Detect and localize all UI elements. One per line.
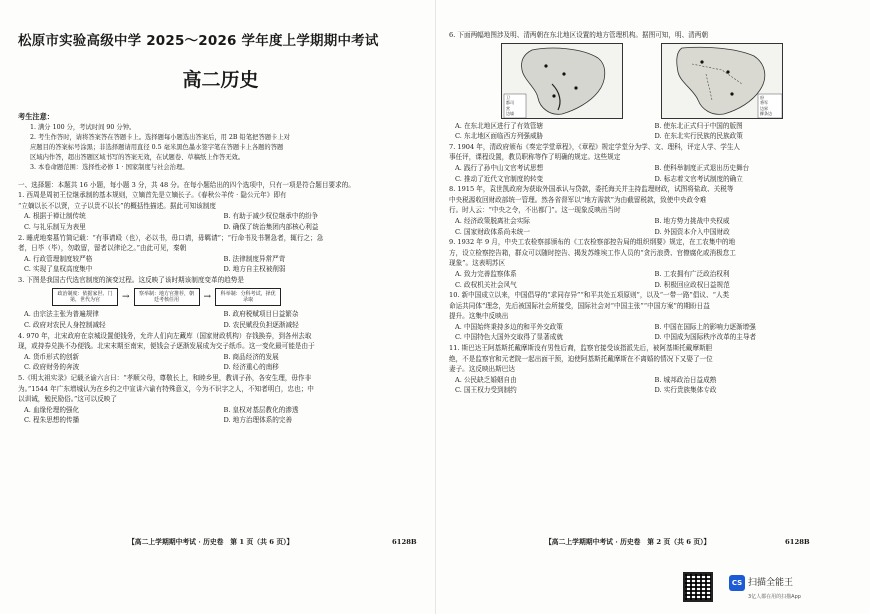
option-a: A. 经济政策脱离社会实际: [455, 216, 530, 225]
question-line: 中央税源收回财政部统一管理。然各省督军以“地方需款”为由截留税款，致使中央政令难: [449, 195, 707, 204]
question-10: [449, 290, 854, 343]
question-line: 命运共同体”理念，先后被国际社会所接受，国际社会对“中国主张”“中国方案”的期盼日益: [449, 301, 710, 310]
option-c: C. 政府对农民人身控制减轻: [24, 320, 106, 329]
option-b: B. 使东北正式归于中国的版图: [654, 121, 743, 130]
note-line: 区域内作答，超出答题区域书写的答案无效，在试题卷、草稿纸上作答无效。: [30, 154, 245, 162]
question-line: 事任评，课程设置，教员职称等作了明确的规定。这些规定: [449, 153, 621, 162]
map-legend-item: 边墙: [506, 111, 514, 117]
note-line: 1. 满分 100 分，考试时间 90 分钟。: [30, 123, 136, 131]
option-d: D. 经济重心的南移: [223, 363, 279, 372]
question-line: 11. 斯巴达王阿基斯托戴摩斯没有男性后裔，监察官接受该指派先后，被阿基斯托戴摩斯胆: [449, 344, 713, 353]
question-line: 现，或持券兑换不办便钱。北宋末期至南宋，便钱会子逐渐发展成为交子纸币。这一变化最可能是由于: [18, 342, 315, 351]
qr-code-icon: [683, 572, 713, 602]
option-d: D. 标志着文官考试制度的确立: [654, 174, 743, 183]
option-d: D. 确保了统治集团内部核心利益: [223, 222, 319, 231]
option-c: C. 政权机关社会风气: [455, 280, 517, 289]
option-b: B. 城邦政治日益成熟: [654, 375, 717, 384]
notes-title: 考生注意：: [18, 112, 54, 121]
question-8: [449, 184, 854, 237]
arrow-right-icon: →: [203, 291, 212, 302]
option-b: B. 法律制度异常严苛: [223, 254, 286, 263]
question-line: 1. 西周是周初王位继承制的基本规则，立嫡首先是立嫡长子。《春秋公羊传 · 隐公元年》即有: [18, 191, 287, 200]
option-a: A. 根据于禅让制传统: [24, 212, 86, 221]
option-b: B. 使科举制度正式退出历史舞台: [654, 163, 750, 172]
map-legend-item: 边界: [760, 105, 768, 111]
qing-northeast-map: [661, 43, 783, 119]
option-d: D. 地方治理体系的完善: [223, 416, 293, 425]
option-a: A. 货币形式的创新: [24, 352, 80, 361]
question-line: 4. 970 年，北宋政府在京城设置便钱务，允许人们向左藏库（国家财政机构）存钱换券，到各州去取: [18, 331, 312, 340]
question-line: 7. 1904 年，清政府颁布《奏定学堂章程》，《章程》规定学堂分为学、文、理科，评定人学、学生人: [449, 142, 741, 151]
option-b: B. 皇权对基层教化的渗透: [223, 405, 299, 414]
question-line: 行。时人云：“中央之令，不出都门”。这一现象反映出当时: [449, 206, 621, 215]
selection-flow-diagram: [18, 288, 423, 307]
map-pair: [449, 43, 854, 119]
footer-code: 6128B: [392, 538, 417, 546]
option-a: A. 在东北地区进行了有效管辖: [455, 121, 544, 130]
question-4: [18, 331, 423, 373]
map-legend-item: 柳条边: [760, 111, 772, 117]
option-a: A. 公民缺乏婚姻自由: [455, 375, 517, 384]
question-line: 10. 新中国成立以来，中国倡导的“求同存异”“和平共处五项原则”，以及“一带一路”倡议、“人类: [449, 291, 730, 300]
option-c: C. 国家财政体系尚未统一: [455, 227, 530, 236]
note-line: 应题目的答案标号涂黑；非选择题请用直径 0.5 毫米黑色墨水签字笔在答题卡上各题的答题: [30, 144, 284, 151]
question-line: 现象”。这表明苏区: [449, 259, 506, 268]
option-d: D. 农民赋役负担逐渐减轻: [223, 320, 299, 329]
question-11: [449, 343, 854, 396]
question-line: 以训诫，勉民励俗。”这可以反映了: [18, 395, 117, 404]
option-c: C. 程朱思想的传播: [24, 416, 80, 425]
section-heading: 一、选择题：本题共 16 小题，每小题 3 分，共 48 分。在每小题给出的四个选项中，只有一项是符合题目要求的。: [18, 180, 355, 189]
map-legend-item: 府: [760, 94, 764, 100]
option-d: D. 在东北实行民族的民族政策: [654, 132, 743, 141]
question-line: 2. 睡虎地秦墓竹简记载：“有事请殴（也），必以书，毋口请，毋羁请”；“行命书及书署急者，辄行之；急: [18, 233, 324, 242]
question-line: “立嫡以长不以贤，立子以贵不以长”的概括性描述。据此可知该制度: [18, 201, 216, 210]
question-2: [18, 233, 423, 275]
option-a: A. 致力完善监察体系: [455, 269, 517, 278]
option-b: B. 地方势力挑战中央权威: [654, 216, 730, 225]
footer-page-info: 【高二上学期期中考试 · 历史卷 第 2 页（共 6 页）】: [545, 538, 711, 546]
question-1: [18, 190, 423, 232]
note-line: 2. 考生作答时，请将答案答在答题卡上。选择题每小题选出答案后，用 2B 铅笔把答题卡上对: [30, 133, 290, 141]
question-line: 绝，不是监察官和元老院一起出面干预，迫使阿基斯托戴摩斯在不离婚的情况下又娶了一位: [449, 354, 713, 363]
question-line: 5.《明太祖实录》记载圣谕六言曰：“孝顺父母，尊敬长上，和睦乡里，教训子孙，各安生理，毋作非: [18, 373, 312, 382]
flow-step-2: 察举制：地方官推荐，朝廷考核任用: [134, 288, 200, 307]
option-d: D. 外国资本介入中国财政: [654, 227, 730, 236]
question-3: [18, 275, 423, 331]
option-c: C. 与礼乐制互为表里: [24, 222, 86, 231]
option-b: B. 有助于减少权位继承中的纷争: [223, 212, 319, 221]
map-legend-item: 卫: [506, 94, 510, 100]
option-d: D. 地方自主权被削弱: [223, 265, 286, 274]
option-c: C. 政府财务的奔波: [24, 363, 80, 372]
option-c: C. 实现了皇权高度集中: [24, 265, 93, 274]
option-d: D. 实行贵族集体专政: [654, 386, 717, 395]
camscanner-logo: CS: [729, 575, 745, 591]
ming-northeast-map: [501, 43, 623, 119]
flow-step-1: 政治制度：依据家世、门第，世代为官: [52, 288, 118, 307]
option-a: A. 中国始终秉持多边的和平外交政策: [455, 322, 563, 331]
option-c: C. 东北地区面临西方列强威胁: [455, 132, 544, 141]
flow-step-3: 科举制：分科考试，择优录取: [215, 288, 281, 307]
option-c: C. 国王权力受到制约: [455, 386, 517, 395]
question-line: 6. 下面两幅地图涉及明、清两朝在东北地区设置的地方管理机构。据图可知，明、清两朝: [449, 31, 708, 39]
question-line: 8. 1915 年，袁世凯政府为获取外国承认与贷款，委托海关并主持监理财政，试图将盐政、关税等: [449, 185, 734, 194]
footer-code: 6128B: [785, 538, 810, 546]
option-c: C. 推动了近代文官制度的转变: [455, 174, 544, 183]
scanner-tagline: 3亿人都在用的扫描App: [748, 594, 801, 600]
option-d: D. 中国成为国际秩序改革的主导者: [654, 333, 757, 342]
arrow-right-icon: →: [122, 291, 130, 302]
footer-page-info: 【高二上学期期中考试 · 历史卷 第 1 页（共 6 页）】: [128, 538, 294, 546]
option-c: C. 中国特色大国外交取得了显著成就: [455, 333, 563, 342]
option-a: A. 血缘伦理的强化: [24, 405, 80, 414]
question-line: 方，设立检察控告箱，群众可以随时控告、揭发苏维埃工作人员的“贪污浪费、官僚腐化或消极怠工: [449, 248, 736, 257]
question-line: 为。”1544 年广东增城认为在乡约之中宣讲六谕有特殊意义，今为不识字之人，不知者明白，忠也；中: [18, 384, 314, 393]
question-9: [449, 237, 854, 290]
option-a: A. 践行了孙中山文官考试思想: [455, 163, 544, 172]
question-5: [18, 373, 423, 426]
map-legend-item: 都司: [506, 100, 514, 106]
map-legend-item: 将军: [760, 100, 768, 106]
subject-title: 高二历史: [182, 69, 259, 91]
option-b: B. 政府税赋项目日益繁杂: [223, 310, 299, 319]
option-d: D. 积极回应政权日益规范: [654, 280, 730, 289]
note-line: 3. 本卷命题范围：选择性必修 1 · 国家制度与社会治理。: [30, 164, 189, 172]
question-line: 提升。这集中反映出: [449, 312, 509, 321]
question-line: 3. 下图是我国古代选官制度的演变过程。这反映了该时期该制度变革的趋势是: [18, 275, 244, 284]
question-line: 9. 1932 年 9 月，中央工农检察部颁布的《工农检察部控告局的组织纲要》规定，在工农集中的地: [449, 238, 736, 247]
map-legend-item: 营: [506, 105, 510, 111]
scanner-app-name: 扫描全能王: [748, 578, 794, 588]
question-line: 妻子。这反映出斯巴达: [449, 365, 515, 374]
option-a: A. 由宗法主张为普遍规律: [24, 310, 99, 319]
option-b: B. 中国在国际上的影响力逐渐增强: [654, 322, 756, 331]
page-2: [435, 0, 870, 614]
option-b: B. 商品经济的发展: [223, 352, 279, 361]
question-6: [449, 30, 854, 142]
question-7: [449, 142, 854, 184]
option-a: A. 行政管理制度较严格: [24, 254, 93, 263]
exam-title: 松原市实验高级中学 2025～2026 学年度上学期期中考试: [18, 33, 379, 49]
question-line: 者，日毕（毕），勿敢留，留者以律论之。”由此可见，秦朝: [18, 244, 187, 253]
option-b: B. 工农拥有广泛政治权利: [654, 269, 730, 278]
